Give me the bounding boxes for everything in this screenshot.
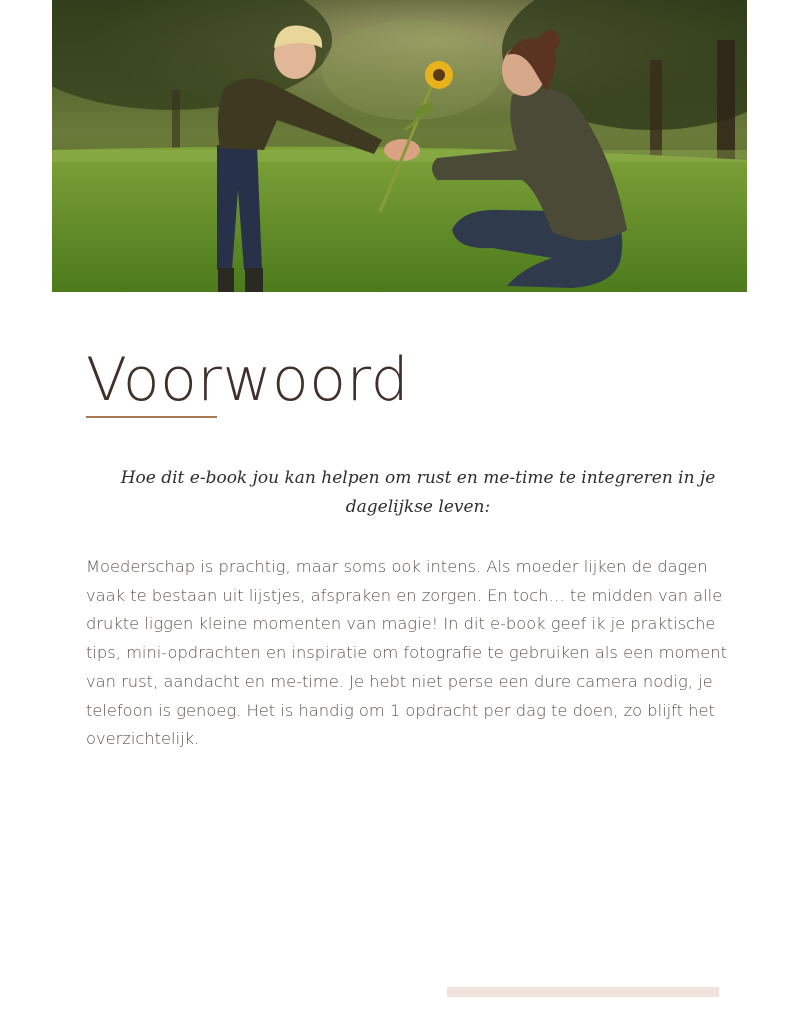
title-underline xyxy=(86,416,217,418)
page-subtitle: Hoe dit e-book jou kan helpen om rust en me-time te integreren in je dagelijkse leven: xyxy=(120,468,716,517)
header-photo xyxy=(52,0,747,292)
page-title: Voorwoord xyxy=(86,345,410,415)
body-paragraph: Moederschap is prachtig, maar soms ook intens. Als moeder lijken de dagen vaak te bestaan uit lijstjes, afspraken en zorgen. En toch… te midden van alle drukte liggen kleine momenten van magie! In dit e-book geef ik je praktische tips, mini-opdrachten en inspiratie om fotografie te gebruiken als een moment van rust, aandacht en me-time. Je hebt niet perse een dure camera nodig, je telefoon is genoeg. Het is handig om 1 opdracht per dag te doen, zo blijft het overzichtelijk. xyxy=(86,557,728,749)
footer-decorative-bar xyxy=(447,987,719,997)
